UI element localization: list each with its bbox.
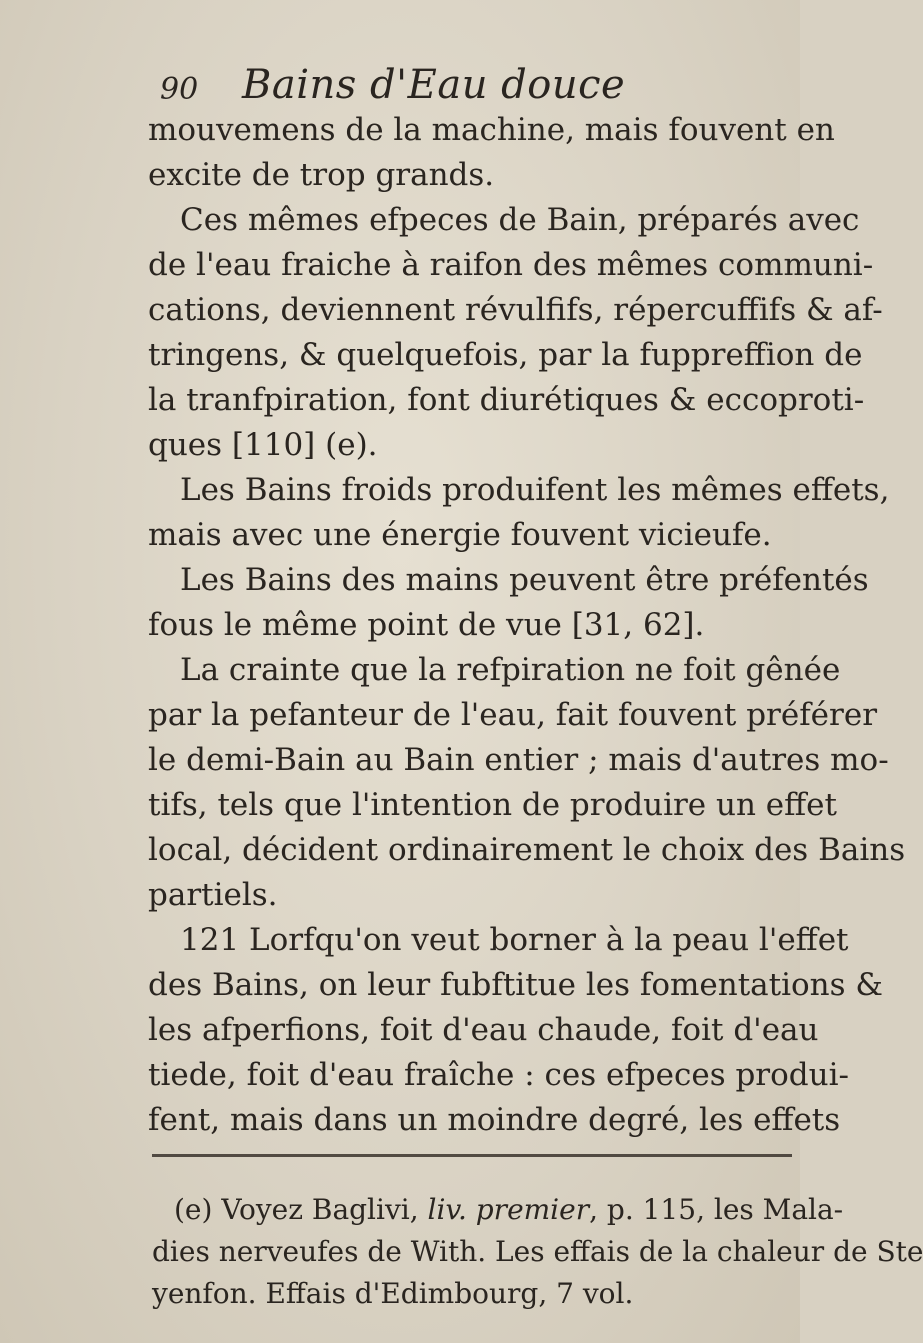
footnote-line <box>174 1190 843 1230</box>
page-header <box>0 62 800 112</box>
text-line: le demi-Bain au Bain entier ; mais d'autres mo- <box>148 742 889 778</box>
footnote-ref: (e) Voyez Baglivi, <box>174 1193 428 1226</box>
text-line: partiels. <box>148 877 278 913</box>
text-line: tifs, tels que l'intention de produire un effet <box>148 787 837 823</box>
text-line: fent, mais dans un moindre degré, les effets <box>148 1102 841 1138</box>
text-line: fous le même point de vue [31, 62]. <box>148 607 705 643</box>
text-line: tiede, foit d'eau fraîche : ces efpeces produi- <box>148 1057 849 1093</box>
text-line: mais avec une énergie fouvent vicieufe. <box>148 517 772 553</box>
text-line: Les Bains froids produifent les mêmes effets, <box>180 472 890 508</box>
text-line: excite de trop grands. <box>148 157 495 193</box>
text-line: local, décident ordinairement le choix des Bains <box>148 832 906 868</box>
footnote-line: dies nerveufes de With. Les effais de la chaleur de Ste <box>152 1235 923 1268</box>
text-line: de l'eau fraiche à raifon des mêmes communi- <box>148 247 874 283</box>
text-line: par la pefanteur de l'eau, fait fouvent préférer <box>148 697 878 733</box>
text-line: Ces mêmes efpeces de Bain, préparés avec <box>180 202 860 238</box>
text-line: La crainte que la refpiration ne foit gênée <box>180 652 841 688</box>
text-line: ques [110] (e). <box>148 427 378 463</box>
footnote-book-ref: liv. premier <box>427 1193 590 1226</box>
footnote-divider <box>152 1154 792 1157</box>
text-line: la tranfpiration, font diurétiques & eccoproti- <box>148 382 865 418</box>
text-line: mouvemens de la machine, mais fouvent en <box>148 112 835 148</box>
text-line: Les Bains des mains peuvent être préfentés <box>180 562 869 598</box>
text-line: tringens, & quelquefois, par la fuppreffion de <box>148 337 863 373</box>
footnote-line: yenfon. Effais d'Edimbourg, 7 vol. <box>152 1277 634 1310</box>
text-line: 121 Lorfqu'on veut borner à la peau l'effet <box>180 922 849 958</box>
text-line: cations, deviennent révulfifs, répercuffifs & af- <box>148 292 883 328</box>
running-title: Bains d'Eau douce <box>242 62 626 108</box>
footnote-page-ref: , p. 115, les Mala- <box>589 1193 844 1226</box>
text-line: les afperfions, foit d'eau chaude, foit d'eau <box>148 1012 819 1048</box>
text-line: des Bains, on leur fubftitue les fomentations & <box>148 967 884 1003</box>
page-number: 90 <box>160 72 199 107</box>
